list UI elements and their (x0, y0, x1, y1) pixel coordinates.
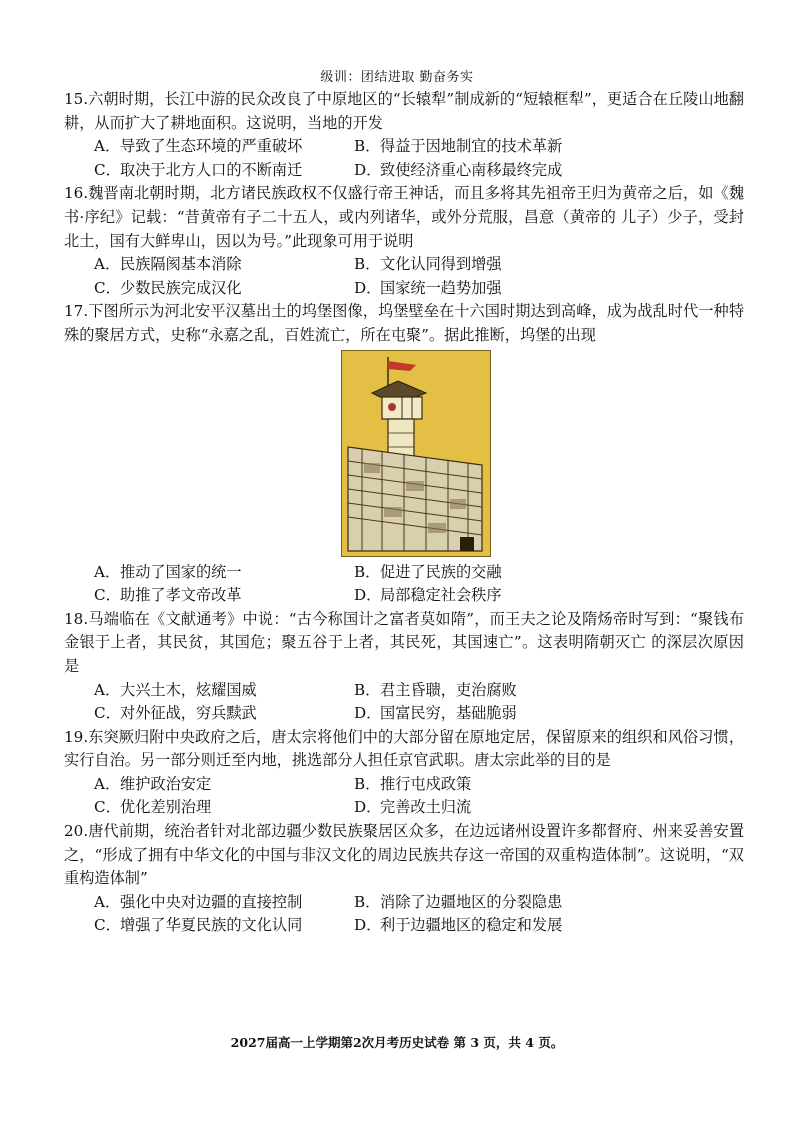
option-c (94, 914, 354, 938)
option-letter: C． (94, 704, 121, 723)
option-letter: D． (354, 160, 382, 179)
option-b (354, 135, 654, 159)
question-text: 东突厥归附中央政府之后，唐太宗将他们中的大部分留在原地定居，保留原来的组织和风俗习惯，实行自治。另一部分则迁至内地，挑选部分人担任京官武职。唐太宗此举的目的是 (64, 727, 744, 770)
option-b (354, 679, 654, 703)
question-number: 17. (64, 302, 89, 321)
question-18 (64, 608, 744, 726)
option-d (354, 702, 654, 726)
option-letter: B． (354, 680, 381, 699)
option-text: 促进了民族的交融 (380, 562, 502, 581)
question-text: 六朝时期，长江中游的民众改良了中原地区的“长辕犁”制成新的“短辕框犁”，更适合在丘陵山地翻耕，从而扩大了耕地面积。这说明，当地的开发 (64, 90, 744, 132)
option-letter: A． (94, 680, 121, 699)
option-text: 利于边疆地区的稳定和发展 (380, 916, 563, 935)
question-19 (64, 726, 744, 820)
question-stem (64, 726, 744, 773)
option-c (94, 159, 354, 183)
option-text: 推动了国家的统一 (120, 562, 242, 581)
wubao-illustration (342, 351, 490, 556)
option-a (94, 135, 354, 159)
option-a (94, 253, 354, 277)
option-text: 强化中央对边疆的直接控制 (120, 892, 303, 911)
option-b (354, 773, 654, 797)
option-letter: A． (94, 892, 121, 911)
options (94, 679, 744, 726)
options (94, 891, 744, 938)
option-letter: A． (94, 255, 121, 274)
option-text: 推行屯戍政策 (380, 774, 472, 793)
question-20 (64, 820, 744, 938)
option-text: 助推了孝文帝改革 (120, 586, 242, 605)
option-text: 大兴土木，炫耀国威 (120, 680, 257, 699)
question-stem (64, 820, 744, 891)
option-text: 对外征战，穷兵黩武 (120, 704, 257, 723)
question-stem (64, 182, 744, 253)
option-a (94, 891, 354, 915)
option-letter: C． (94, 798, 121, 817)
options (94, 253, 744, 300)
option-text: 得益于因地制宜的技术革新 (380, 137, 563, 156)
option-letter: C． (94, 278, 121, 297)
option-letter: B． (354, 255, 381, 274)
option-letter: B． (354, 774, 381, 793)
option-letter: A． (94, 562, 121, 581)
option-text: 民族隔阂基本消除 (120, 255, 242, 274)
option-letter: B． (354, 137, 381, 156)
option-d (354, 584, 654, 608)
option-letter: B． (354, 562, 381, 581)
wubao-image (341, 350, 491, 557)
option-c (94, 584, 354, 608)
option-letter: D． (354, 278, 382, 297)
option-text: 消除了边疆地区的分裂隐患 (380, 892, 563, 911)
option-a (94, 773, 354, 797)
option-letter: D． (354, 798, 382, 817)
question-15 (64, 88, 744, 182)
question-text: 下图所示为河北安平汉墓出土的坞堡图像，坞堡壁垒在十六国时期达到高峰，成为战乱时代一种特殊的聚居方式，史称“永嘉之乱，百姓流亡，所在屯聚”。据此推断，坞堡的出现 (64, 302, 744, 344)
option-d (354, 914, 654, 938)
question-number: 19. (64, 727, 89, 746)
option-b (354, 253, 654, 277)
option-text: 完善改土归流 (380, 798, 472, 817)
option-letter: C． (94, 160, 121, 179)
question-text: 马端临在《文献通考》中说：“古今称国计之富者莫如隋”，而王夫之论及隋炀帝时写到：“聚钱布金银于上者，其民贫，其国危；聚五谷于上者，其民死，其国速亡”。这表明隋朝灭亡 的深层次原因是 (64, 609, 744, 675)
option-letter: D． (354, 916, 382, 935)
option-letter: A． (94, 137, 121, 156)
option-text: 致使经济重心南移最终完成 (380, 160, 563, 179)
option-text: 维护政治安定 (120, 774, 212, 793)
question-stem (64, 88, 744, 135)
question-16 (64, 182, 744, 300)
option-text: 少数民族完成汉化 (120, 278, 242, 297)
option-b (354, 561, 654, 585)
question-17 (64, 300, 744, 607)
option-letter: D． (354, 586, 382, 605)
option-text: 局部稳定社会秩序 (380, 586, 502, 605)
option-text: 国富民穷，基础脆弱 (380, 704, 517, 723)
option-text: 文化认同得到增强 (380, 255, 502, 274)
page-footer: 2027届高一上学期第2次月考历史试卷 第 3 页，共 4 页。 (230, 1035, 564, 1050)
option-text: 增强了华夏民族的文化认同 (120, 916, 303, 935)
option-text: 国家统一趋势加强 (380, 278, 502, 297)
option-a (94, 679, 354, 703)
options (94, 773, 744, 820)
options (94, 135, 744, 182)
option-text: 优化差别治理 (120, 798, 212, 817)
question-text: 唐代前期，统治者针对北部边疆少数民族聚居区众多，在边远诸州设置许多都督府、州来妥善安置之，“形成了拥有中华文化的中国与非汉文化的周边民族共存这一帝国的双重构造体制”。这说明，“双重构造体制” (64, 822, 744, 888)
option-text: 取决于北方人口的不断南迁 (120, 160, 303, 179)
question-list (64, 88, 744, 938)
option-c (94, 277, 354, 301)
option-letter: A． (94, 774, 121, 793)
option-letter: B． (354, 892, 381, 911)
option-letter: D． (354, 704, 382, 723)
option-b (354, 891, 654, 915)
option-c (94, 796, 354, 820)
page-header-motto: 级训：团结进取 勤奋务实 (320, 70, 474, 85)
option-letter: C． (94, 916, 121, 935)
option-d (354, 277, 654, 301)
question-number: 15. (64, 90, 89, 108)
option-a (94, 561, 354, 585)
question-number: 18. (64, 609, 89, 628)
option-letter: C． (94, 586, 121, 605)
option-text: 导致了生态环境的严重破坏 (120, 137, 303, 156)
option-c (94, 702, 354, 726)
question-number: 20. (64, 822, 89, 841)
option-d (354, 796, 654, 820)
question-text: 魏晋南北朝时期，北方诸民族政权不仅盛行帝王神话，而且多将其先祖帝王归为黄帝之后，如《魏书·序纪》记载：“昔黄帝有子二十五人，或内列诸华，或外分荒服，昌意（黄帝的 儿子）少子，受封北土，国有大鲜卑山，因以为号。”此现象可用于说明 (64, 184, 744, 250)
question-stem (64, 300, 744, 347)
option-d (354, 159, 654, 183)
options (94, 561, 744, 608)
question-stem (64, 608, 744, 679)
option-text: 君主昏聩，吏治腐败 (380, 680, 517, 699)
question-number: 16. (64, 184, 89, 203)
